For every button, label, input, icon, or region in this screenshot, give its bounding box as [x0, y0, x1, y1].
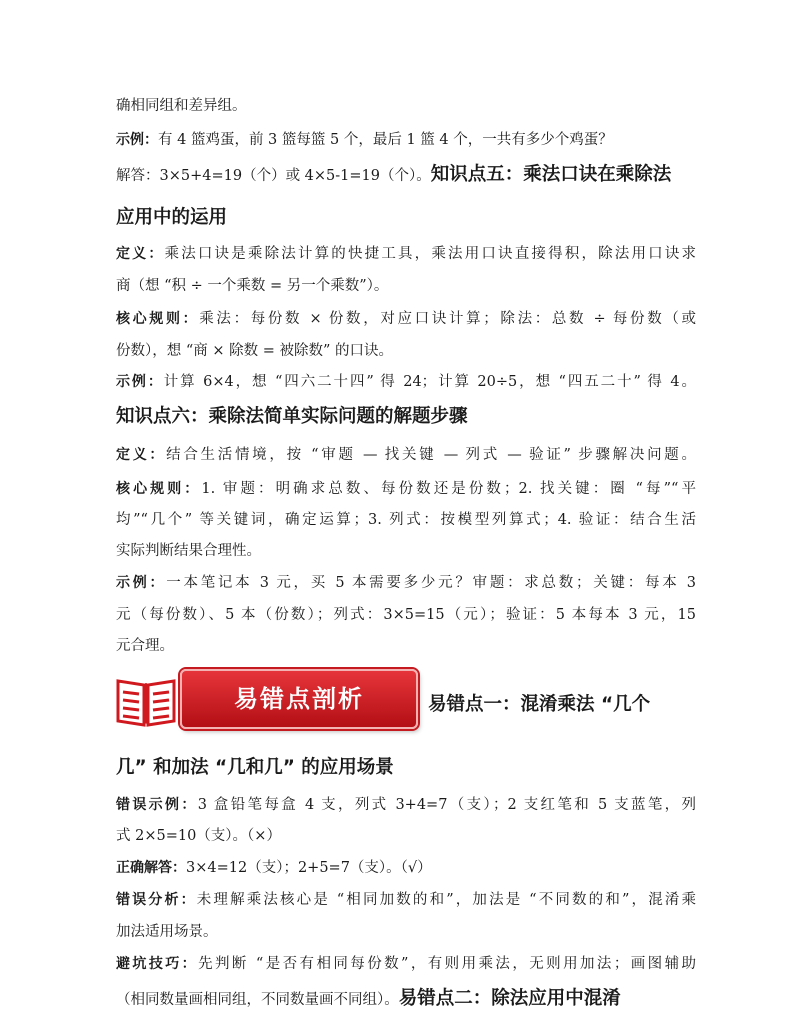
rule-label: 核心规则： — [116, 311, 200, 327]
rule-text: 乘法：每份数 × 份数，对应口诀计算；除法：总数 ÷ 每份数（或 — [199, 311, 697, 327]
rule-line — [116, 479, 696, 499]
text-line: 商（想 “积 ÷ 一个乘数 = 另一个乘数”）。 — [116, 278, 389, 294]
error-analysis-label: 错误分析： — [116, 892, 197, 908]
example-line — [116, 372, 696, 392]
tip-label: 避坑技巧： — [116, 956, 199, 972]
text-line: 实际判断结果合理性。 — [116, 543, 261, 559]
text-line: 均”“几个” 等关键词，确定运算；3. 列式：按模型列算式；4. 验证：结合生活 — [116, 512, 696, 528]
text-line: 元合理。 — [116, 638, 174, 654]
example-label: 示例： — [116, 132, 158, 148]
open-book-icon — [116, 675, 176, 727]
example-text: 计算 6×4，想 “四六二十四” 得 24；计算 20÷5，想 “四五二十” 得 4。 — [163, 374, 697, 390]
wrong-example-line — [116, 795, 696, 815]
tip-text: （相同数量画相同组，不同数量画不同组）。 — [116, 992, 399, 1008]
wrong-example-text: 3 盒铅笔每盒 4 支，列式 3+4=7（支）；2 支红笔和 5 支蓝笔，列 — [197, 797, 697, 813]
example-label: 示例： — [116, 575, 167, 591]
wrong-example-label: 错误示例： — [116, 797, 198, 813]
section-heading: 知识点六：乘除法简单实际问题的解题步骤 — [116, 406, 468, 427]
correct-answer-text: 3×4=12（支）；2+5=7（支）。（√） — [186, 860, 432, 876]
section-heading: 应用中的运用 — [116, 207, 228, 228]
error-point-heading-inline: 易错点二：除法应用中混淆 — [398, 988, 621, 1009]
error-analysis-line — [116, 890, 696, 910]
example-line — [116, 130, 696, 150]
rule-text: 1. 审题：明确求总数、每份数还是份数；2. 找关键：圈 “每”“平 — [201, 481, 697, 497]
example-label: 示例： — [116, 374, 164, 390]
example-text: 有 4 篮鸡蛋，前 3 篮每篮 5 个，最后 1 篮 4 个，一共有多少个鸡蛋？ — [158, 132, 613, 148]
definition-text: 结合生活情境，按 “审题 — 找关键 — 列式 — 验证” 步骤解决问题。 — [166, 447, 697, 463]
answer-line — [116, 165, 696, 186]
tip-text: 先判断 “是否有相同每份数”，有则用乘法，无则用加法；画图辅助 — [198, 956, 697, 972]
definition-text: 乘法口诀是乘除法计算的快捷工具，乘法用口诀直接得积，除法用口诀求 — [164, 246, 696, 262]
rule-label: 核心规则： — [116, 481, 202, 497]
error-point-heading-inline: 易错点一：混淆乘法 “几个 — [428, 694, 651, 715]
tip-line — [116, 954, 696, 974]
definition-line — [116, 244, 696, 264]
error-point-heading: 几” 和加法 “几和几” 的应用场景 — [116, 757, 394, 778]
tip-line-continued — [116, 989, 696, 1010]
banner-title: 易错点剖析 — [180, 669, 418, 729]
error-analysis-text: 未理解乘法核心是 “相同加数的和”，加法是 “不同数的和”，混淆乘 — [196, 892, 696, 908]
definition-label: 定义： — [116, 246, 165, 262]
section-heading-inline: 知识点五：乘法口诀在乘除法 — [430, 164, 672, 185]
correct-answer-label: 正确解答： — [116, 860, 186, 876]
answer-text: 解答：3×5+4=19（个）或 4×5-1=19（个）。 — [116, 168, 431, 184]
text-line: 式 2×5=10（支）。（×） — [116, 828, 281, 844]
correct-answer-line — [116, 858, 696, 878]
example-text: 一本笔记本 3 元，买 5 本需要多少元？审题：求总数；关键：每本 3 — [166, 575, 696, 591]
error-analysis-banner — [116, 665, 416, 735]
definition-label: 定义： — [116, 447, 167, 463]
text-line: 确相同组和差异组。 — [116, 98, 247, 114]
example-line — [116, 573, 696, 593]
rule-line — [116, 309, 696, 329]
text-line: 元（每份数）、5 本（份数）；列式：3×5=15（元）；验证：5 本每本 3 元，15 — [116, 607, 696, 623]
definition-line — [116, 445, 696, 465]
text-line: 加法适用场景。 — [116, 924, 218, 940]
text-line: 份数），想 “商 × 除数 = 被除数” 的口诀。 — [116, 343, 394, 359]
